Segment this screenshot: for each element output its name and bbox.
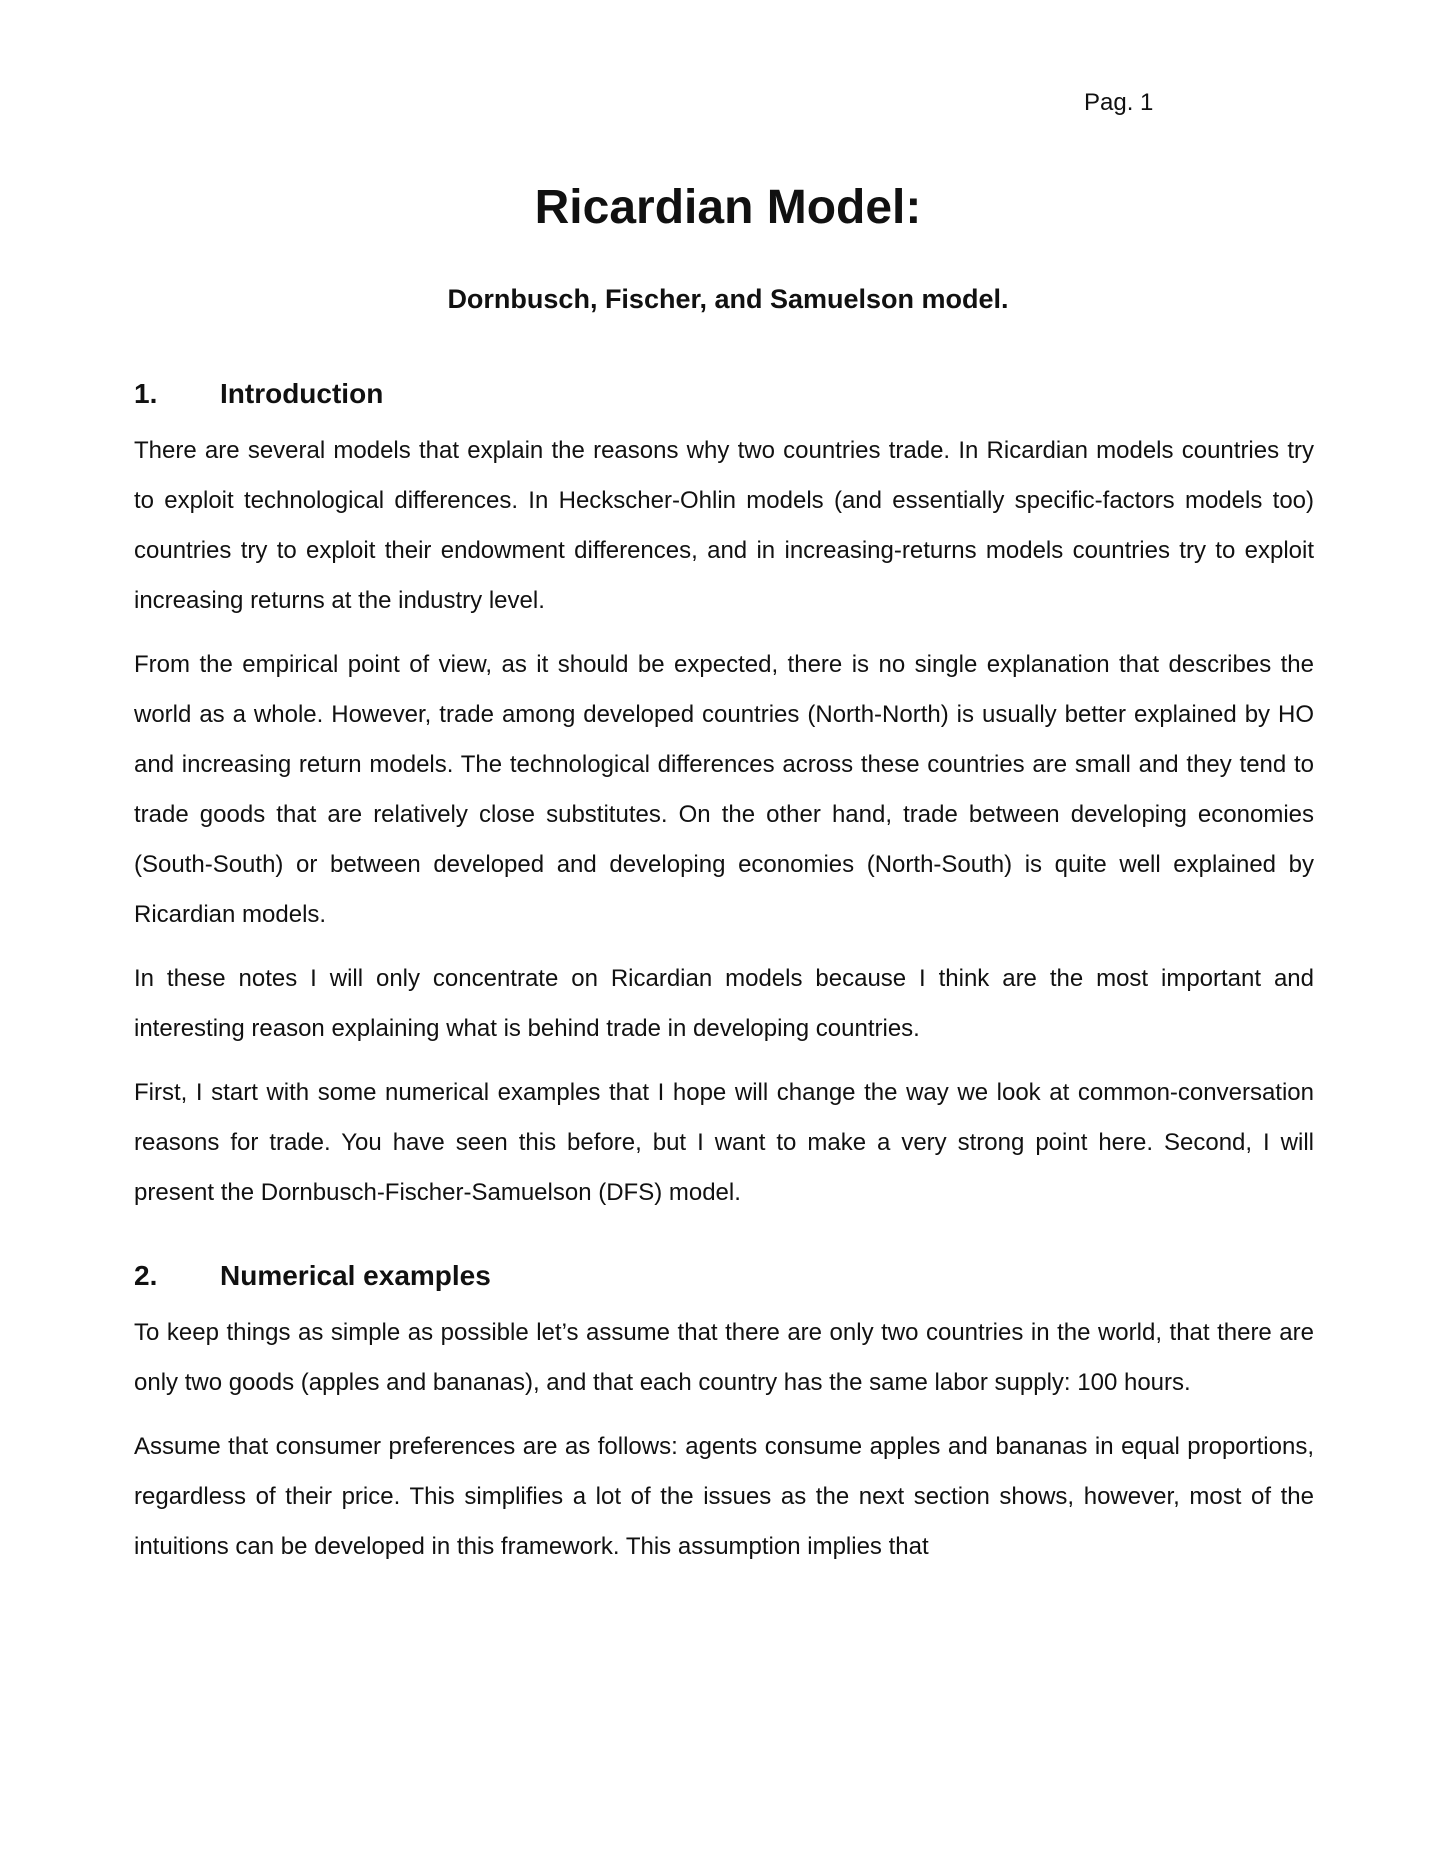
document-title: Ricardian Model: xyxy=(534,181,922,234)
section-number: 2. xyxy=(134,1260,158,1291)
paragraph-introduction-3: In these notes I will only concentrate on Ricardian models because I think are the most important and interesting reason explaining what is behind trade in developing countries. xyxy=(134,965,1314,1042)
section-introduction xyxy=(134,374,1314,1218)
section-heading-numerical-examples xyxy=(134,1256,1314,1296)
paragraph-introduction-4: First, I start with some numerical examples that I hope will change the way we look at common-conversation reasons for trade. You have seen this before, but I want to make a very strong point here. Second, I will present the Dornbusch-Fischer-Samuelson (DFS) model. xyxy=(134,1079,1314,1206)
paragraph-numerical-examples-1: To keep things as simple as possible let’s assume that there are only two countries in the world, that there are only two goods (apples and bananas), and that each country has the same labor supply: 100 hours. xyxy=(134,1319,1314,1396)
paragraph-numerical-examples-2: Assume that consumer preferences are as follows: agents consume apples and bananas in equal proportions, regardless of their price. This simplifies a lot of the issues as the next section shows, however, most of the intuitions can be developed in this framework. This assumption implies that xyxy=(134,1433,1314,1560)
section-number: 1. xyxy=(134,378,158,409)
section-numerical-examples xyxy=(134,1256,1314,1572)
section-title: Introduction xyxy=(220,378,384,409)
paragraph-introduction-1: There are several models that explain the reasons why two countries trade. In Ricardian models countries try to exploit technological differences. In Heckscher-Ohlin models (and essentially specific-factors models too) countries try to exploit their endowment differences, and in increasing-returns models countries try to exploit increasing returns at the industry level. xyxy=(134,437,1314,614)
document-body xyxy=(134,374,1314,1572)
document-subtitle: Dornbusch, Fischer, and Samuelson model. xyxy=(447,284,1009,314)
section-title: Numerical examples xyxy=(220,1260,491,1291)
section-heading-introduction xyxy=(134,374,1314,414)
paragraph-introduction-2: From the empirical point of view, as it should be expected, there is no single explanation that describes the world as a whole. However, trade among developed countries (North-North) is usually better explained by HO and increasing return models. The technological differences across these countries are small and they tend to trade goods that are relatively close substitutes. On the other hand, trade between developing economies (South-South) or between developed and developing economies (North-South) is quite well explained by Ricardian models. xyxy=(134,651,1314,928)
page-number: Pag. 1 xyxy=(1084,89,1154,116)
